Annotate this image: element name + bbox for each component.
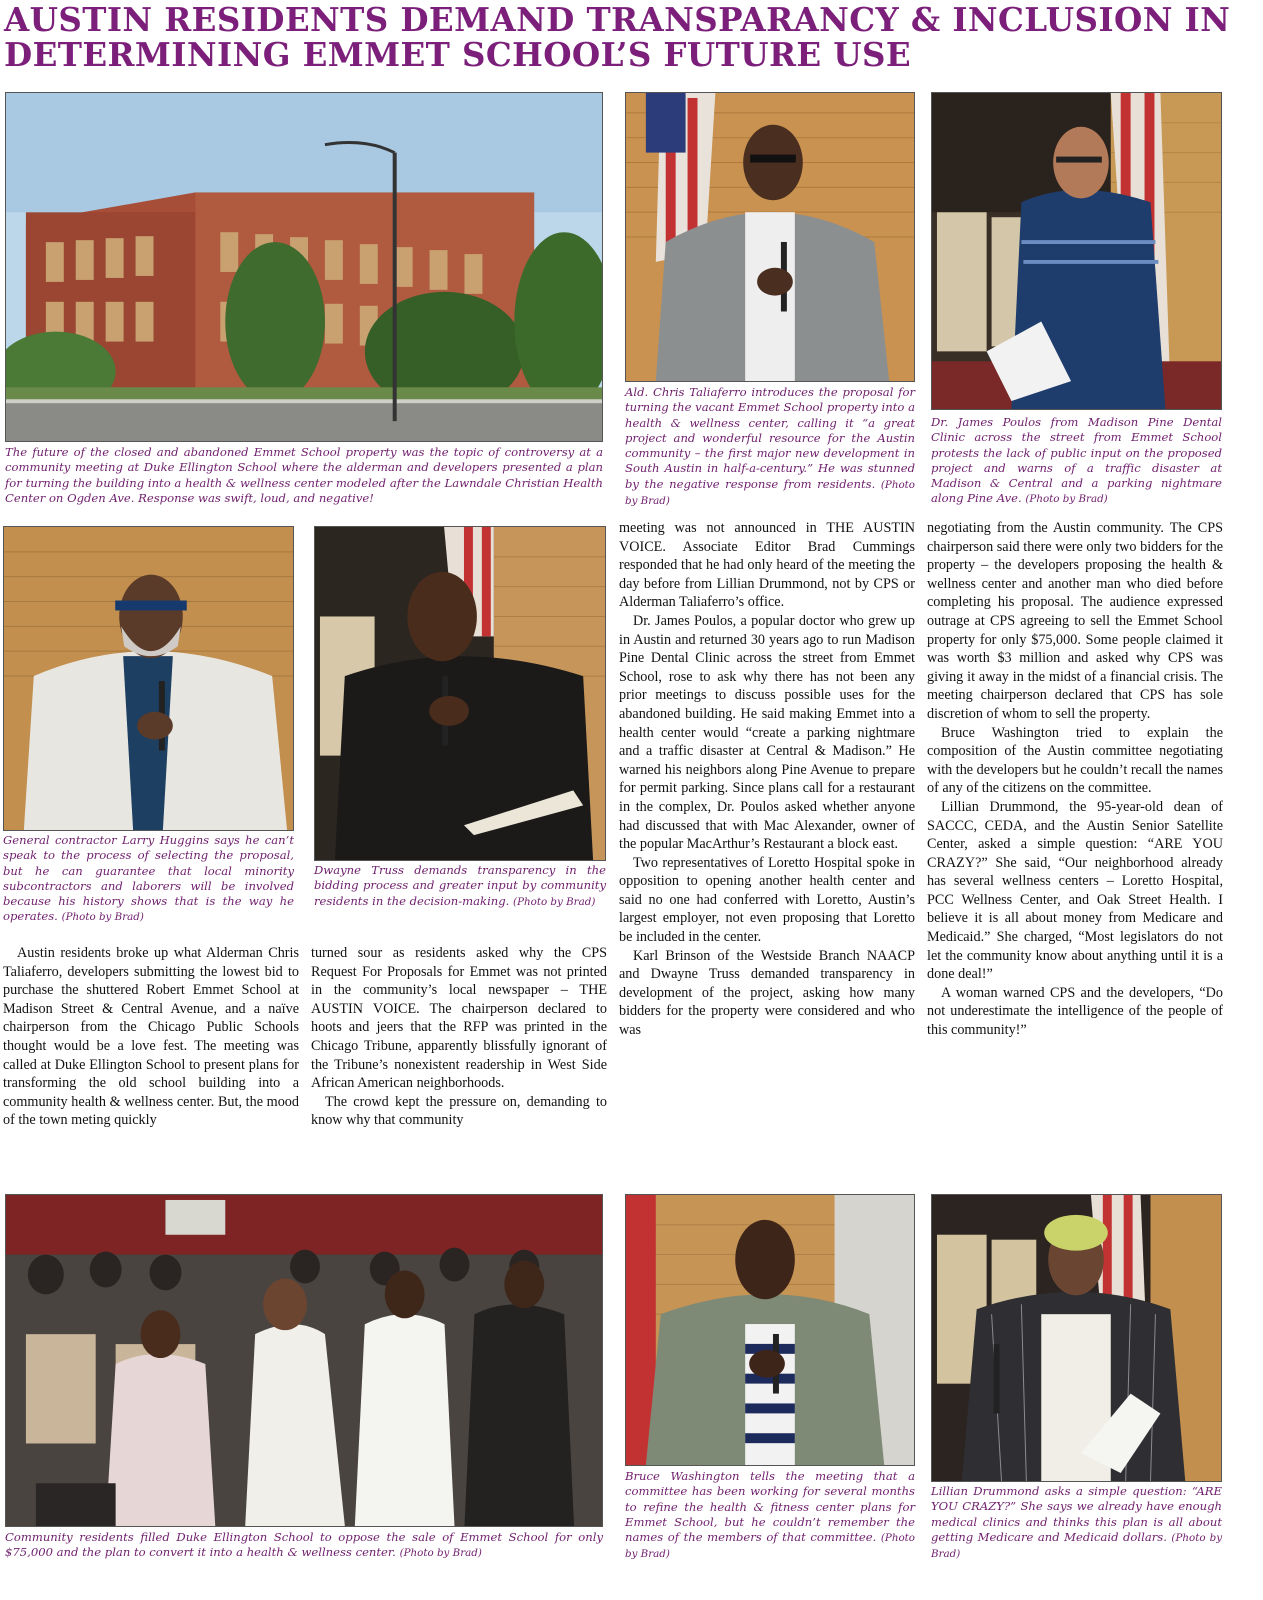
huggins-photo [3,526,294,831]
truss-caption-text: Dwayne Truss demands transparency in the bidding process and greater input by community residents in the decision-making. [314,863,606,908]
poulos-credit: (Photo by Brad) [1025,493,1108,506]
audience-caption-text: Community residents filled Duke Ellington School to oppose the sale of Emmet School for only $75,000 and the plan to convert it into a health & wellness center. [5,1530,603,1560]
washington-photo [625,1194,915,1466]
drummond-credit: (Photo by Brad) [931,1531,1223,1561]
washington-caption [625,1469,915,1563]
article-column-3 [619,519,915,1040]
article-column-1 [3,944,299,1130]
article-col3-paragraph-4: Karl Brinson of the Westside Branch NAACP and Dwayne Truss demanded transparency in development of the project, asking how many bidders for the property were considered and who was [619,947,915,1039]
huggins-caption [3,833,294,926]
emmet-school-caption-text: The future of the closed and abandoned Emmet School property was the topic of controversy at a community meeting at Duke Ellington School where the alderman and developers presented a plan for turning the building into a health & wellness center modeled after the Lawndale Christian Health Center on Ogden Ave. Response was swift, loud, and negative! [5,445,603,505]
article-col2-paragraph-2: The crowd kept the pressure on, demanding to know why that community [311,1093,607,1129]
headline-line-1: AUSTIN RESIDENTS DEMAND TRANSPARANCY & INCLUSION IN [4,0,1231,39]
taliaferro-caption [625,385,915,509]
article-col3-paragraph-2: Dr. James Poulos, a popular doctor who grew up in Austin and returned 30 years ago to run Madison Pine Dental Clinic across the street from Emmet School, rose to ask why there has not been any prior meetings to discuss possible uses for the abandoned building. He said making Emmet into a health center would “create a parking nightmare and a traffic disaster at Central & Madison.” He warned his neighbors along Pine Avenue to prepare for permit parking. Since plans call for a restaurant in the complex, Dr. Poulos asked whether anyone had discussed that with Mac Alexander, owner of the popular MacArthur’s Restaurant a block east. [619,612,915,853]
article-col4-paragraph-2: Bruce Washington tried to explain the composition of the Austin committee negotiating with the developers but he couldn’t recall the names of any of the citizens on the committee. [927,724,1224,797]
poulos-photo [931,92,1222,410]
truss-caption [314,863,606,910]
article-col3-paragraph-3: Two representatives of Loretto Hospital spoke in opposition to opening another health center and said no one had conferred with Loretto, Austin’s largest employer, not even proposing that Loretto be included in the center. [619,854,915,946]
huggins-credit: (Photo by Brad) [61,911,144,924]
article-col4-paragraph-3: Lillian Drummond, the 95-year-old dean of SACCC, CEDA, and the Austin Senior Satellite Center, asked a simple question: “ARE YOU CRAZY?” She said, “Our neighborhood already has several wellness centers – Loretto Hospital, PCC Wellness Center, and Oak Street Health. I believe it is all about money from Medicare and Medicaid.” She charged, “Most legislators do not let the community know about anything until it is a done deal!” [927,798,1223,983]
poulos-caption [931,415,1222,508]
emmet-school-photo [5,92,603,442]
audience-caption [5,1530,603,1562]
audience-photo [5,1194,603,1527]
article-col4-paragraph-1: negotiating from the Austin community. The CPS chairperson said there were only two bidders for the property – the developers proposing the health & wellness center and another man who died before completing his proposal. The audience expressed outrage at CPS agreeing to sell the Emmet School property for only $75,000. Some people claimed it was worth $3 million and asked why CPS was giving it away in the midst of a financial crisis. The meeting chairperson declared that CPS has sole discretion of whom to sell the property. [927,520,1223,722]
article-col3-paragraph-1: meeting was not announced in THE AUSTIN VOICE. Associate Editor Brad Cummings responded that he had only heard of the meeting the day before from Lillian Drummond, not by CPS or Alderman Taliaferro’s office. [619,520,915,611]
audience-credit: (Photo by Brad) [399,1547,482,1560]
drummond-caption-text: Lillian Drummond asks a simple question: “ARE YOU CRAZY?” She says we already have enough medical clinics and thinks this plan is all about getting Medicare and Medicaid dollars. [931,1484,1222,1544]
emmet-school-caption [5,445,603,506]
washington-credit: (Photo by Brad) [625,1532,916,1561]
headline [4,2,1259,72]
taliaferro-credit: (Photo by Brad) [625,478,915,508]
article-col4-paragraph-4: A woman warned CPS and the developers, “Do not underestimate the intelligence of the people of this community!” [927,984,1223,1039]
drummond-photo [931,1194,1222,1482]
poulos-caption-text: Dr. James Poulos from Madison Pine Dental Clinic across the street from Emmet School protests the lack of public input on the proposed project and warns of a traffic disaster at Madison & Central and a parking nightmare along Pine Ave. [931,415,1222,506]
article-column-4 [927,519,1223,1040]
huggins-caption-text: General contractor Larry Huggins says he can’t speak to the process of selecting the proposal, but he can guarantee that local minority subcontractors and laborers will be involved because his history shows that is the way he operates. [3,833,294,924]
article-col2-paragraph-1: turned sour as residents asked why the CPS Request For Proposals for Emmet was not printed in the community’s local newspaper – THE AUSTIN VOICE. The chairperson declared to hoots and jeers that the RFP was printed in the Chicago Tribune, apparently blissfully ignorant of the Tribune’s nonexistent readership in West Side African American neighborhoods. [311,945,607,1092]
truss-photo [314,526,606,861]
truss-credit: (Photo by Brad) [513,895,596,908]
article-col1-paragraph: Austin residents broke up what Alderman Chris Taliaferro, developers submitting the lowest bid to purchase the shuttered Robert Emmet School at Madison Street & Central Avenue, and a naïve chairperson from the Chicago Public Schools thought would be a love fest. The meeting was called at Duke Ellington School to present plans for transforming the old school building into a community health & wellness center. But, the mood of the town meting quickly [3,945,299,1129]
drummond-caption [931,1484,1222,1562]
headline-line-2: DETERMINING EMMET SCHOOL’S FUTURE USE [4,35,912,74]
washington-caption-text: Bruce Washington tells the meeting that a committee has been working for several months to refine the health & fitness center plans for Emmet School, but he couldn’t remember the names of the members of that committee. [625,1469,915,1545]
taliaferro-caption-text: Ald. Chris Taliaferro introduces the proposal for turning the vacant Emmet School property into a health & wellness center, calling it “a great project and wonderful resource for the Austin community – the first major new development in South Austin in half-a-century.” He was stunned by the negative response from residents. [625,385,915,491]
article-column-2 [311,944,607,1130]
taliaferro-photo [625,92,915,382]
